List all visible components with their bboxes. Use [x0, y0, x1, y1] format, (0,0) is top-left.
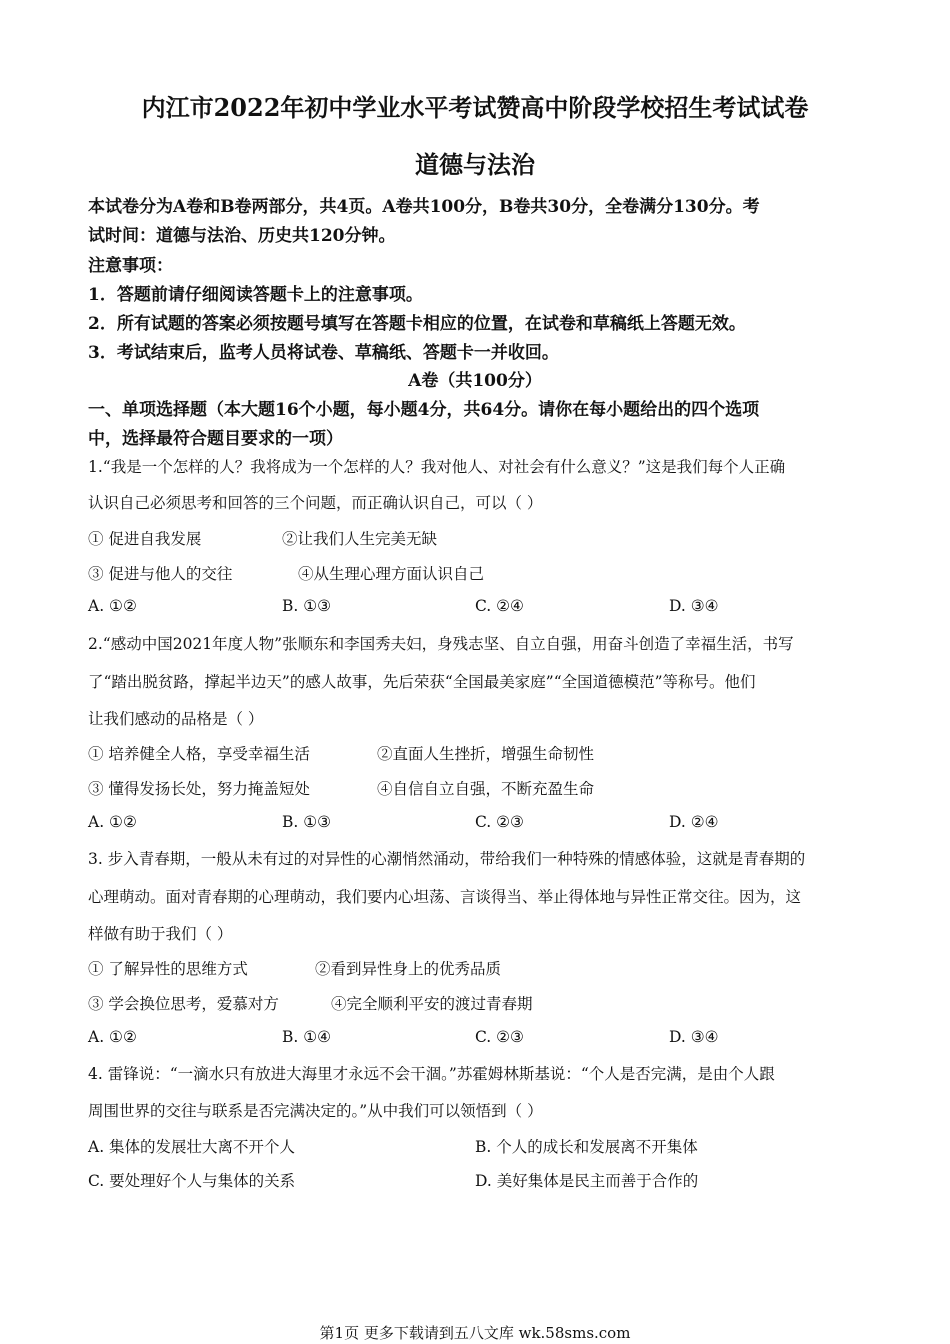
- statement-item: ③ 懂得发扬长处，努力掩盖短处: [88, 780, 310, 798]
- intro-line-1: 本试卷分为A卷和B卷两部分，共4页。A卷共100分，B卷共30分，全卷满分130分。考: [88, 197, 760, 217]
- choice-a: A. 集体的发展壮大离不开个人: [88, 1138, 296, 1156]
- question-stem: 1.“我是一个怎样的人？我将成为一个怎样的人？我对他人、对社会有什么意义？”这是我们每个人正确: [88, 458, 786, 476]
- choice-c: C. 要处理好个人与集体的关系: [88, 1172, 296, 1190]
- choice-d: D. ③④: [669, 1028, 719, 1046]
- notice-item: 1．答题前请仔细阅读答题卡上的注意事项。: [88, 285, 423, 305]
- statement-item: ① 了解异性的思维方式: [88, 960, 248, 978]
- notice-title: 注意事项：: [88, 256, 173, 276]
- part1-instruction-1: 一、单项选择题（本大题16个小题，每小题4分，共64分。请你在每小题给出的四个选项: [88, 400, 760, 420]
- choice-c: C. ②③: [475, 1028, 524, 1046]
- choice-b: B. 个人的成长和发展离不开集体: [475, 1138, 698, 1156]
- exam-title: 内江市2022年初中学业水平考试赞高中阶段学校招生考试试卷: [141, 93, 809, 122]
- statement-item: ④自信自立自强，不断充盈生命: [377, 780, 595, 798]
- statement-item: ④完全顺利平安的渡过青春期: [331, 995, 533, 1013]
- statement-item: ① 培养健全人格，享受幸福生活: [88, 745, 310, 763]
- choice-d: D. ②④: [669, 813, 719, 831]
- question-stem: 2.“感动中国2021年度人物”张顺东和李国秀夫妇，身残志坚、自立自强，用奋斗创造了幸福生活，书写: [88, 635, 794, 653]
- statement-item: ②看到异性身上的优秀品质: [315, 960, 502, 978]
- choice-c: C. ②③: [475, 813, 524, 831]
- statement-item: ③ 促进与他人的交往: [88, 565, 233, 583]
- subject-title: 道德与法治: [415, 150, 535, 179]
- statement-item: ②直面人生挫折，增强生命韧性: [377, 745, 595, 763]
- intro-line-2: 试时间：道德与法治、历史共120分钟。: [88, 226, 396, 246]
- choice-b: B. ①③: [282, 597, 332, 615]
- question-stem: 样做有助于我们（ ）: [88, 925, 233, 943]
- choice-c: C. ②④: [475, 597, 524, 615]
- page-footer: 第1页 更多下载请到五八文库 wk.58sms.com: [319, 1324, 631, 1342]
- choice-b: B. ①③: [282, 813, 332, 831]
- choice-a: A. ①②: [88, 813, 137, 831]
- choice-d: D. 美好集体是民主而善于合作的: [475, 1172, 699, 1190]
- notice-item: 2．所有试题的答案必须按题号填写在答题卡相应的位置，在试卷和草稿纸上答题无效。: [88, 314, 746, 334]
- statement-item: ②让我们人生完美无缺: [282, 530, 438, 548]
- choice-b: B. ①④: [282, 1028, 332, 1046]
- question-stem: 周围世界的交往与联系是否完满决定的。”从中我们可以领悟到（ ）: [88, 1102, 543, 1120]
- question-stem: 让我们感动的品格是（ ）: [88, 710, 264, 728]
- choice-a: A. ①②: [88, 597, 137, 615]
- section-a-title: A卷（共100分）: [408, 371, 542, 391]
- choice-d: D. ③④: [669, 597, 719, 615]
- statement-item: ④从生理心理方面认识自己: [298, 565, 485, 583]
- question-stem: 了“踏出脱贫路，撑起半边天”的感人故事，先后荣获“全国最美家庭”“全国道德模范”等称号。他们: [88, 673, 756, 691]
- question-stem: 认识自己必须思考和回答的三个问题，而正确认识自己，可以（ ）: [88, 494, 543, 512]
- question-stem: 4. 雷锋说：“一滴水只有放进大海里才永远不会干涸。”苏霍姆林斯基说：“个人是否完满，是由个人跟: [88, 1065, 775, 1083]
- statement-item: ③ 学会换位思考，爱慕对方: [88, 995, 279, 1013]
- question-stem: 3. 步入青春期，一般从未有过的对异性的心潮悄然涌动，带给我们一种特殊的情感体验，这就是青春期的: [88, 850, 806, 868]
- notice-item: 3．考试结束后，监考人员将试卷、草稿纸、答题卡一并收回。: [88, 343, 559, 363]
- part1-instruction-2: 中，选择最符合题目要求的一项）: [88, 429, 343, 449]
- statement-item: ① 促进自我发展: [88, 530, 202, 548]
- question-stem: 心理萌动。面对青春期的心理萌动，我们要内心坦荡、言谈得当、举止得体地与异性正常交往。因为，这: [88, 888, 802, 906]
- choice-a: A. ①②: [88, 1028, 137, 1046]
